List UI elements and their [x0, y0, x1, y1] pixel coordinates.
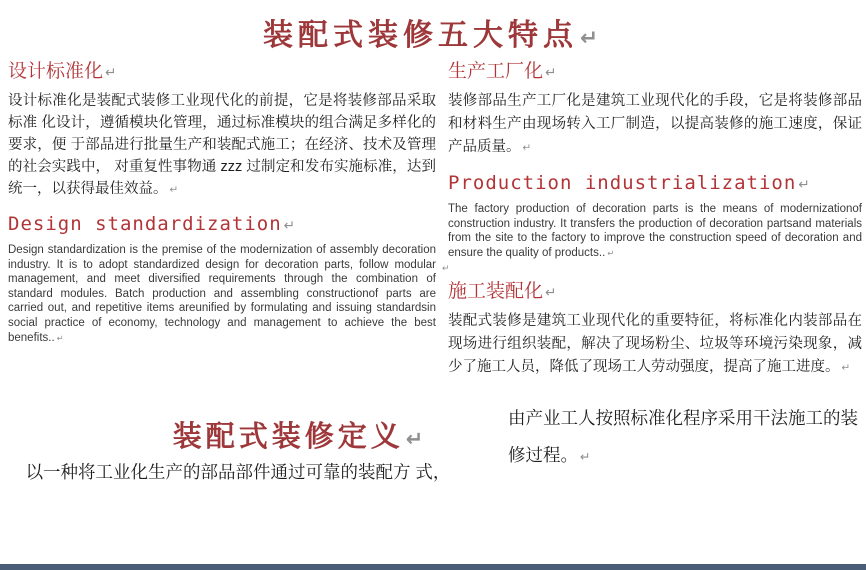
heading-assembly-construction-cn: [448, 276, 862, 303]
paragraph-text: Design standardization is the premise of the modernization of assembly decoration industry. It is to adopt standardized design for decoration parts, follow modular management, and meet diversified requirements through the combination of standard modules. Batch production and assembling constructionof parts are carried out, and repetitive items areunified by formulating and issuing standardsin social practice of economy, technology and management to achieve the best benefits..: [8, 244, 436, 344]
paragraph-mark-icon: ↵: [105, 65, 117, 81]
paragraph-mark-icon: ↵: [545, 285, 557, 302]
paragraph-production-industrialization-cn: [448, 90, 862, 160]
definition-left-text: [8, 459, 468, 484]
paragraph-mark-icon: ↵: [405, 427, 428, 451]
heading-text: 设计标准化: [8, 61, 104, 82]
paragraph-text: 装配式装修是建筑工业现代化的重要特征，将标准化内装部品在现场进行组织装配，解决了现场粉尘、垃圾等环境污染现象，减少了施工人员，降低了现场工人劳动强度，提高了施工进度。: [448, 313, 862, 376]
paragraph-mark-icon: ↵: [545, 65, 557, 81]
heading-text: Design standardization: [8, 213, 282, 235]
paragraph-mark-icon: ↵: [283, 218, 297, 234]
paragraph-mark-icon: ↵: [579, 26, 604, 51]
paragraph-text: The factory production of decoration parts is the means of modernizationof construction industry. It transfers the production of decoration partsand materials from the site to the factory to improve the construction speed of decoration and ensure the quality of products..: [448, 203, 862, 259]
paragraph-design-standardization-cn: [8, 90, 436, 201]
paragraph-text: 装修部品生产工厂化是建筑工业现代化的手段，它是将装修部品和材料生产由现场转入工厂制造，以提高装修的施工速度，保证产品质量。: [448, 93, 862, 155]
definition-right-text: [508, 400, 866, 475]
paragraph-assembly-construction-cn: [448, 310, 862, 380]
definition-title-text: 装配式装修定义: [172, 419, 404, 453]
paragraph-production-industrialization-en: [448, 202, 862, 260]
heading-text: 生产工厂化: [448, 61, 544, 82]
paragraph-mark-icon: ↵: [169, 184, 179, 196]
paragraph-text: 设计标准化是装配式装修工业现代化的前提，它是将装修部品采取标准 化设计，遵循模块化管理，通过标准模块的组合满足多样化的要求，便 于部品进行批量生产和装配式施工；在经济、技术及管理的社会实践中， 对重复性事物通 zzz 过制定和发布实施标准，达到统一，以获得最佳效益。: [8, 93, 436, 197]
heading-design-standardization-cn: [8, 56, 436, 83]
empty-paragraph-mark-icon: ↵: [442, 263, 450, 274]
definition-title: [100, 414, 500, 455]
heading-design-standardization-en: [8, 213, 436, 235]
paragraph-mark-icon: ↵: [522, 142, 532, 154]
left-column: [8, 56, 436, 345]
footer-accent-bar: [0, 564, 866, 570]
paragraph-mark-icon: ↵: [841, 362, 851, 375]
paragraph-mark-icon: ↵: [798, 177, 811, 193]
paragraph-design-standardization-en: [8, 243, 436, 345]
paragraph-text: 以一种将工业化生产的部品部件通过可靠的装配方 式，: [25, 462, 451, 482]
page-title-text: 装配式装修五大特点: [262, 18, 578, 53]
paragraph-mark-icon: ↵: [56, 332, 64, 343]
heading-text: 施工装配化: [448, 281, 544, 303]
paragraph-text: 由产业工人按照标准化程序采用干法施工的装 修过程。: [508, 408, 858, 465]
heading-text: Production industrialization: [448, 172, 797, 194]
right-column: [442, 56, 862, 392]
paragraph-mark-icon: ↵: [607, 247, 615, 258]
page-title: [0, 10, 866, 54]
heading-production-industrialization-cn: [448, 56, 862, 83]
heading-production-industrialization-en: [448, 172, 862, 194]
paragraph-mark-icon: ↵: [580, 449, 591, 464]
